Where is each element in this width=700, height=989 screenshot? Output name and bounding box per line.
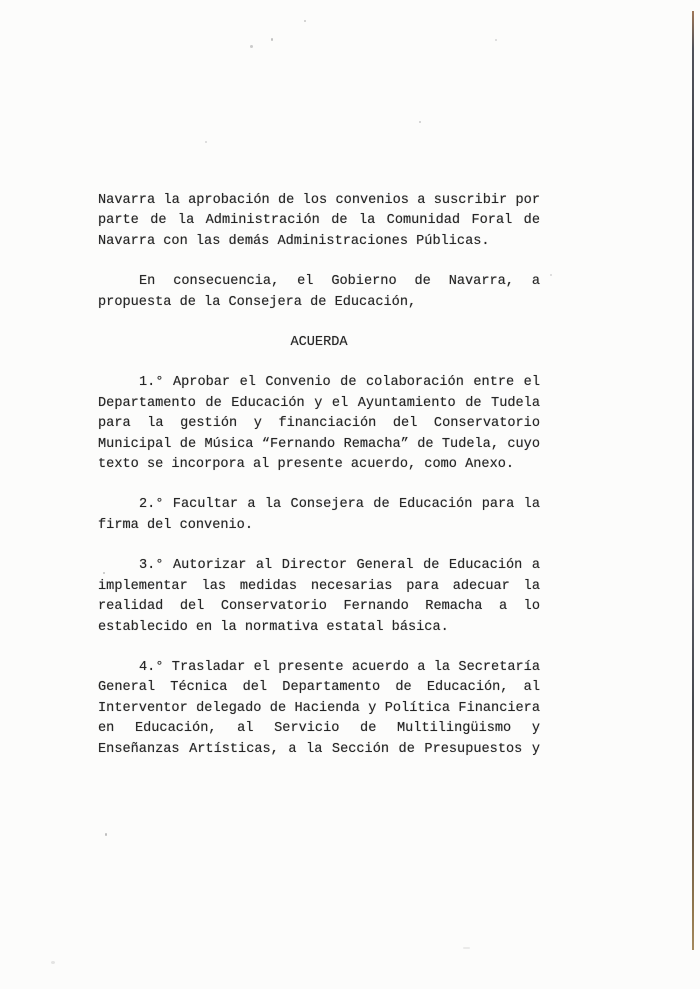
scan-speck: [51, 961, 55, 964]
scan-speck: [271, 38, 273, 41]
scan-speck: [463, 947, 470, 949]
text-line: establecido en la normativa estatal básica.: [98, 619, 449, 635]
paragraph-item-2: [98, 495, 540, 536]
text-line: 1.° Aprobar el Convenio de colaboración entre el: [139, 375, 540, 391]
text-line: propuesta de la Consejera de Educación,: [98, 294, 417, 310]
heading-text: ACUERDA: [290, 335, 348, 351]
text-line: 3.° Autorizar al Director General de Educación a: [139, 558, 540, 574]
scan-speck: [495, 39, 497, 41]
document-text-block: [98, 191, 540, 760]
scan-speck: [103, 572, 105, 574]
text-line: Enseñanzas Artísticas, a la Sección de Presupuestos y: [98, 741, 540, 757]
paragraph-item-3: [98, 556, 540, 638]
text-line: texto se incorpora al presente acuerdo, como Anexo.: [98, 457, 515, 473]
text-line: parte de la Administración de la Comunidad Foral de: [98, 213, 540, 229]
text-line: para la gestión y financiación del Conservatorio: [98, 416, 540, 432]
scan-speck: [105, 833, 107, 836]
text-line: firma del convenio.: [98, 517, 253, 533]
scan-speck: [550, 274, 552, 276]
scan-speck: [304, 20, 306, 22]
heading-acuerda: [98, 333, 540, 353]
scan-speck: [205, 141, 207, 143]
text-line: implementar las medidas necesarias para adecuar la: [98, 578, 540, 594]
text-line: Departamento de Educación y el Ayuntamiento de Tudela: [98, 395, 540, 411]
text-line: 2.° Facultar a la Consejera de Educación para la: [139, 497, 540, 513]
text-line: realidad del Conservatorio Fernando Remacha a lo: [98, 599, 540, 615]
text-line: en Educación, al Servicio de Multilingüismo y: [98, 721, 540, 737]
paragraph-item-4: [98, 658, 540, 760]
scan-speck: [250, 45, 253, 48]
text-line: 4.° Trasladar el presente acuerdo a la Secretaría: [139, 659, 540, 675]
text-line: Municipal de Música “Fernando Remacha” de Tudela, cuyo: [98, 436, 540, 452]
paragraph-intro: [98, 191, 540, 252]
scan-speck: [419, 121, 421, 123]
paragraph-item-1: [98, 373, 540, 475]
text-line: General Técnica del Departamento de Educación, al: [98, 680, 540, 696]
text-line: En consecuencia, el Gobierno de Navarra, a: [139, 274, 540, 290]
scan-page-edge-line: [692, 11, 694, 950]
text-line: Navarra con las demás Administraciones Públicas.: [98, 233, 490, 249]
text-line: Navarra la aprobación de los convenios a suscribir por: [98, 193, 540, 208]
paragraph-consecuencia: [98, 272, 540, 313]
text-line: Interventor delegado de Hacienda y Política Financiera: [98, 700, 540, 716]
